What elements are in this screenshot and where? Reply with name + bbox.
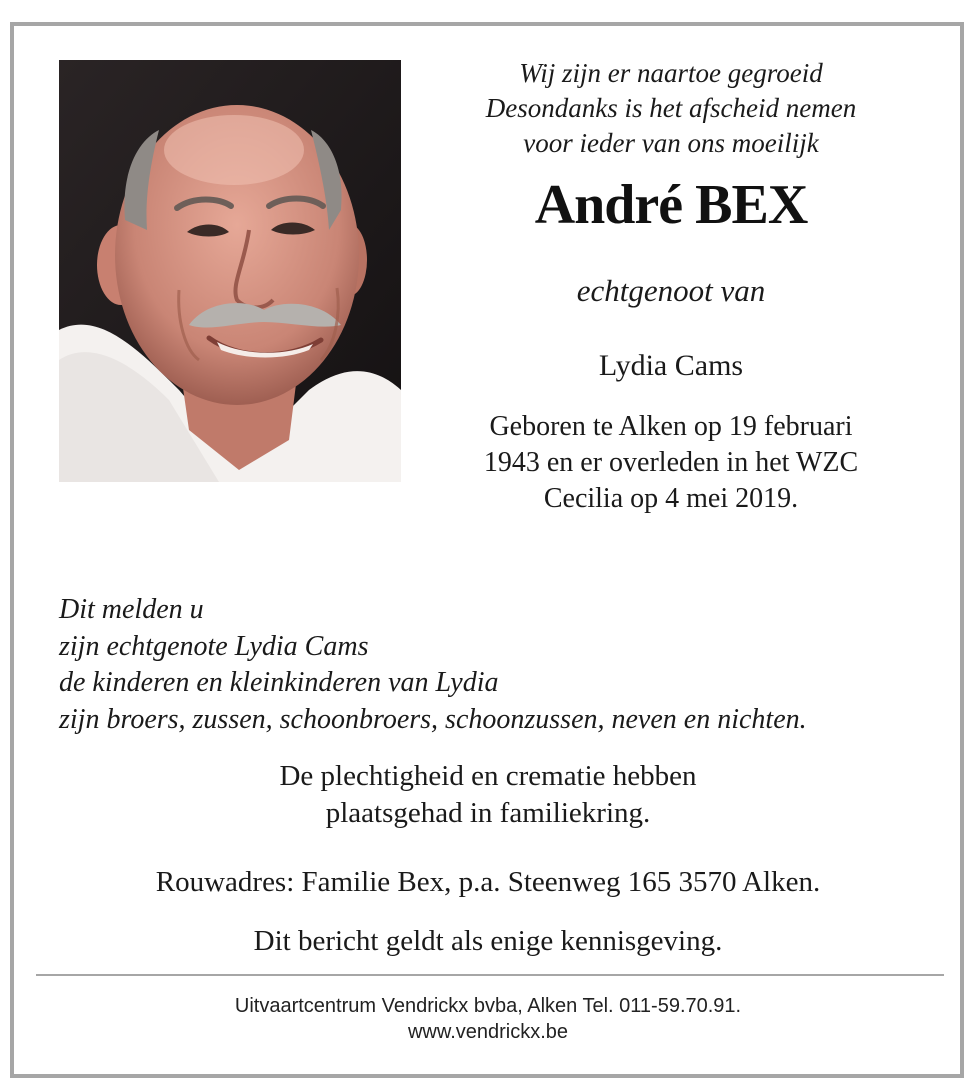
portrait-illustration xyxy=(59,60,401,482)
ceremony-info xyxy=(30,758,946,832)
funeral-home-website[interactable]: www.vendrickx.be xyxy=(407,1021,569,1043)
notice-block xyxy=(30,923,946,960)
relation-label: echtgenoot van xyxy=(576,273,766,308)
funeral-home-contact: Uitvaartcentrum Vendrickx bvba, Alken Tel. 011-59.70.91. xyxy=(234,995,742,1017)
header-text-block xyxy=(420,56,922,517)
portrait-photo xyxy=(59,60,401,482)
footer-divider xyxy=(36,974,944,976)
ceremony-line: De plechtigheid en crematie hebben xyxy=(279,760,697,792)
notice-text: Dit bericht geldt als enige kennisgeving. xyxy=(253,925,723,957)
quote-line: voor ieder van ons moeilijk xyxy=(523,128,819,158)
memorial-quote xyxy=(420,56,922,161)
announcement-line: de kinderen en kleinkinderen van Lydia xyxy=(59,667,499,698)
birth-death-info xyxy=(420,409,922,517)
birth-death-line: Cecilia op 4 mei 2019. xyxy=(543,483,799,514)
address-text: Rouwadres: Familie Bex, p.a. Steenweg 165 3570 Alken. xyxy=(155,866,821,898)
mourning-address xyxy=(30,864,946,901)
funeral-home-footer xyxy=(30,993,946,1045)
announcement-line: zijn broers, zussen, schoonbroers, schoonzussen, neven en nichten. xyxy=(59,703,807,735)
deceased-name: André BEX xyxy=(534,174,808,236)
birth-death-line: 1943 en er overleden in het WZC xyxy=(483,447,859,478)
quote-line: Wij zijn er naartoe gegroeid xyxy=(519,58,823,88)
birth-death-line: Geboren te Alken op 19 februari xyxy=(489,411,853,442)
announcement-block xyxy=(59,592,939,738)
partner-name: Lydia Cams xyxy=(598,349,744,382)
announcement-line: zijn echtgenote Lydia Cams xyxy=(59,630,369,662)
ceremony-line: plaatsgehad in familiekring. xyxy=(325,797,651,829)
announcement-line: Dit melden u xyxy=(59,594,204,625)
quote-line: Desondanks is het afscheid nemen xyxy=(485,93,857,123)
